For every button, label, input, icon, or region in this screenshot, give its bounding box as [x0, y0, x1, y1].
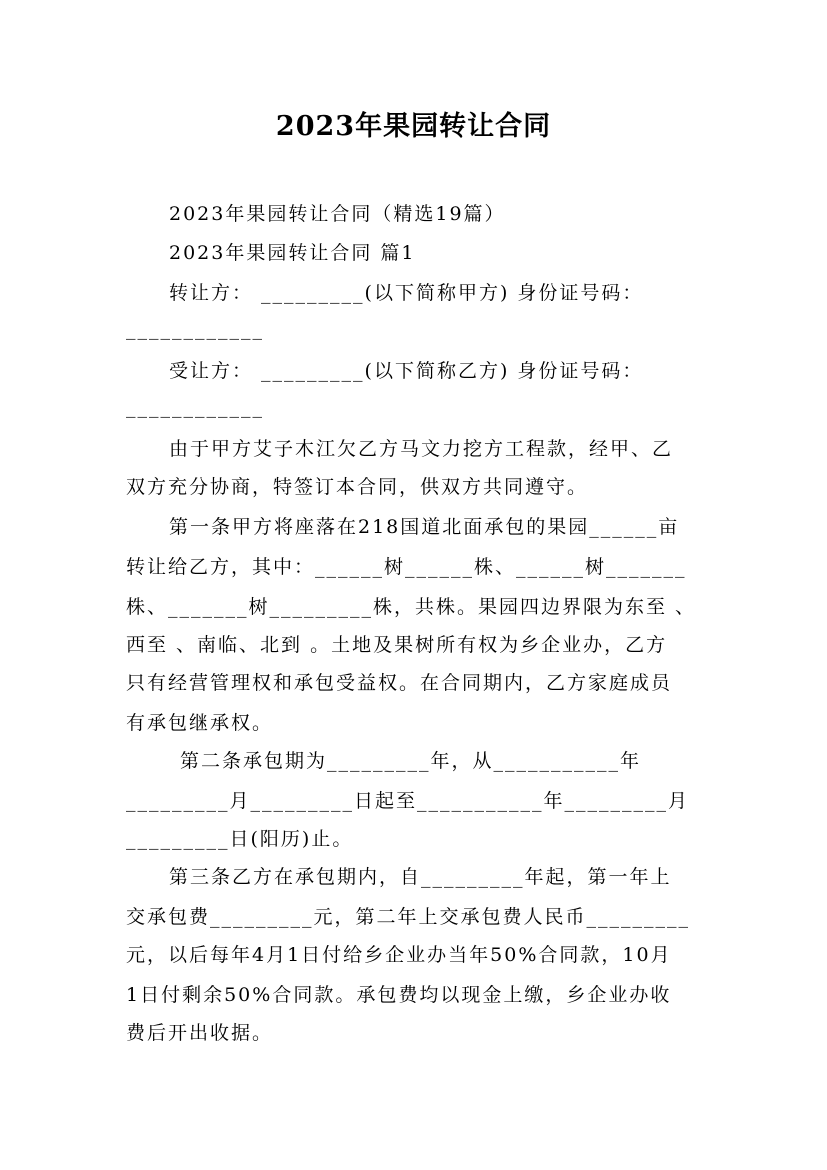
article-1-line: 第一条甲方将座落在218国道北面承包的果园______亩	[169, 516, 680, 538]
article-2-line: _________月_________日起至___________年_________月	[126, 790, 690, 812]
article-2-line: 第二条承包期为_________年，从___________年	[180, 750, 642, 772]
article-2-line: _________日(阳历)止。	[126, 828, 354, 850]
subtitle-line: 2023年果园转让合同（精选19篇）	[169, 203, 506, 225]
transferor-line: 转让方： _________(以下简称甲方) 身份证号码：	[169, 282, 644, 304]
paragraph-line: 双方充分协商，特签订本合同，供双方共同遵守。	[126, 476, 589, 498]
paragraph-line: 由于甲方艾子木江欠乙方马文力挖方工程款，经甲、乙	[169, 438, 674, 460]
article-1-line: 西至 、南临、北到 。土地及果树所有权为乡企业办，乙方	[126, 634, 668, 656]
article-3-line: 1日付剩余50%合同款。承包费均以现金上缴，乡企业办收	[126, 984, 672, 1006]
article-3-line: 元，以后每年4月1日付给乡企业办当年50%合同款，10月	[126, 944, 672, 966]
transferor-id-blank: ____________	[126, 318, 264, 340]
article-1-line: 只有经营管理权和承包受益权。在合同期内，乙方家庭成员	[126, 672, 673, 694]
article-1-line: 转让给乙方，其中：______树______株、______树_______	[126, 556, 687, 578]
transferee-line: 受让方： _________(以下简称乙方) 身份证号码：	[169, 360, 644, 382]
section-heading: 2023年果园转让合同 篇1	[169, 242, 416, 264]
article-3-line: 费后开出收据。	[126, 1022, 274, 1044]
document-title: 2023年果园转让合同	[275, 111, 552, 142]
article-3-line: 交承包费_________元，第二年上交承包费人民币_________	[126, 906, 691, 928]
article-1-line: 有承包继承权。	[126, 712, 274, 734]
transferee-id-blank: ____________	[126, 396, 264, 418]
article-3-line: 第三条乙方在承包期内，自_________年起，第一年上	[169, 866, 672, 888]
article-1-line: 株、_______树_________株，共株。果园四边界限为东至 、	[126, 596, 697, 618]
